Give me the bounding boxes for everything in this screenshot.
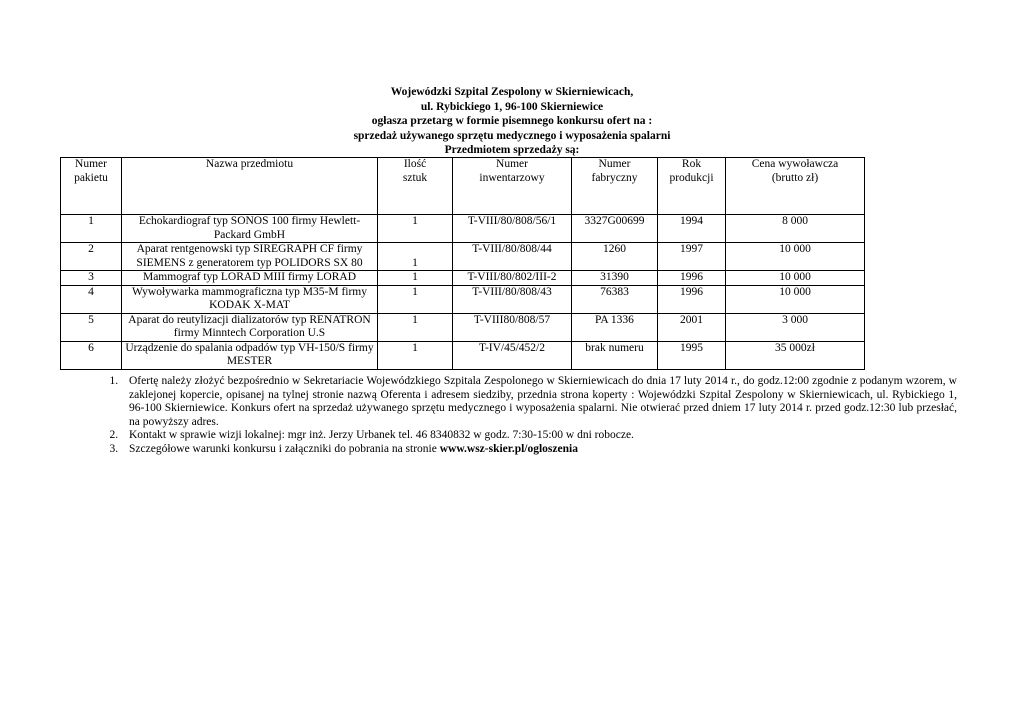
cell-quantity: 1: [378, 243, 453, 271]
cell-quantity: 1: [378, 215, 453, 243]
cell-price: 10 000: [726, 285, 865, 313]
table-row: [61, 243, 865, 271]
note-submission: 1. Ofertę należy złożyć bezpośrednio w Sekretariacie Wojewódzkiego Szpitala Zespolonego w Skierniewicach do dnia 17 luty 2014 r., do godz.12:00 zgodnie z podanym wzorem, w zaklejonej kopercie, opisanej na tylnej stronie nazwą Oferenta i adresem siedziby, przednia strona koperty : Wojewódzki Szpital Zespolony w Skierniewicach, ul. Rybickiego 1, 96-100 Skierniewice. Konkurs ofert na sprzedaż używanego sprzętu medycznego i wyposażenia spalarni. Nie otwierać przed dniem 17 luty 2014 r. przed godz.12:30 lub przesłać, na powyższy adres.: [121, 375, 957, 429]
document-header: [0, 85, 1024, 158]
cell-number: 6: [61, 341, 122, 369]
cell-number: 4: [61, 285, 122, 313]
table-row: [61, 215, 865, 243]
cell-production-year: 1997: [658, 243, 726, 271]
cell-number: 5: [61, 313, 122, 341]
cell-quantity: 1: [378, 341, 453, 369]
cell-serial-number: 76383: [572, 285, 658, 313]
col-header-number: Numer pakietu: [61, 158, 122, 215]
cell-price: 10 000: [726, 271, 865, 286]
cell-inventory-number: T-VIII/80/808/44: [453, 243, 572, 271]
announcements-link[interactable]: www.wsz-skier.pl/ogloszenia: [439, 442, 578, 455]
items-intro: Przedmiotem sprzedaży są:: [444, 144, 580, 156]
cell-inventory-number: T-VIII/80/808/43: [453, 285, 572, 313]
col-header-serial-number: Numer fabryczny: [572, 158, 658, 215]
col-header-name: Nazwa przedmiotu: [122, 158, 378, 215]
cell-name: Echokardiograf typ SONOS 100 firmy Hewlett-Packard GmbH: [122, 215, 378, 243]
table-row: [61, 285, 865, 313]
hospital-name: Wojewódzki Szpital Zespolony w Skierniewicach,: [390, 86, 634, 98]
items-table: [60, 157, 865, 370]
cell-inventory-number: T-VIII/80/802/III-2: [453, 271, 572, 286]
cell-number: 1: [61, 215, 122, 243]
cell-name: Aparat rentgenowski typ SIREGRAPH CF firmy SIEMENS z generatorem typ POLIDORS SX 80: [122, 243, 378, 271]
cell-serial-number: PA 1336: [572, 313, 658, 341]
announcement-line: ogłasza przetarg w formie pisemnego konkursu ofert na :: [371, 115, 653, 127]
cell-serial-number: 1260: [572, 243, 658, 271]
table-row: [61, 271, 865, 286]
notes-list: [101, 375, 957, 456]
cell-quantity: 1: [378, 313, 453, 341]
cell-production-year: 1996: [658, 285, 726, 313]
cell-name: Aparat do reutylizacji dializatorów typ RENATRON firmy Minntech Corporation U.S: [122, 313, 378, 341]
cell-number: 2: [61, 243, 122, 271]
col-header-inventory-number: Numer inwentarzowy: [453, 158, 572, 215]
hospital-address: ul. Rybickiego 1, 96-100 Skierniewice: [420, 100, 604, 113]
col-header-price: Cena wywoławcza (brutto zł): [726, 158, 865, 215]
cell-serial-number: 31390: [572, 271, 658, 286]
cell-name: Urządzenie do spalania odpadów typ VH-150/S firmy MESTER: [122, 341, 378, 369]
cell-inventory-number: T-VIII80/808/57: [453, 313, 572, 341]
col-header-production-year: Rok produkcji: [658, 158, 726, 215]
cell-production-year: 1996: [658, 271, 726, 286]
cell-price: 3 000: [726, 313, 865, 341]
cell-inventory-number: T-IV/45/452/2: [453, 341, 572, 369]
cell-serial-number: brak numeru: [572, 341, 658, 369]
cell-quantity: 1: [378, 271, 453, 286]
cell-number: 3: [61, 271, 122, 286]
cell-serial-number: 3327G00699: [572, 215, 658, 243]
table-row: [61, 313, 865, 341]
table-row: [61, 341, 865, 369]
note-details-text: Szczegółowe warunki konkursu i załączniki do pobrania na stronie: [129, 442, 440, 455]
cell-price: 35 000zł: [726, 341, 865, 369]
col-header-quantity: Ilość sztuk: [378, 158, 453, 215]
cell-inventory-number: T-VIII/80/808/56/1: [453, 215, 572, 243]
announcement-subject: sprzedaż używanego sprzętu medycznego i wyposażenia spalarni: [353, 129, 671, 142]
cell-price: 8 000: [726, 215, 865, 243]
note-details: [121, 443, 957, 457]
cell-name: Wywoływarka mammograficzna typ M35-M firmy KODAK X-MAT: [122, 285, 378, 313]
cell-production-year: 1995: [658, 341, 726, 369]
cell-production-year: 1994: [658, 215, 726, 243]
table-header-row: [61, 158, 865, 215]
cell-price: 10 000: [726, 243, 865, 271]
cell-quantity: 1: [378, 285, 453, 313]
cell-name: Mammograf typ LORAD MIII firmy LORAD: [122, 271, 378, 286]
note-contact: 2. Kontakt w sprawie wizji lokalnej: mgr inż. Jerzy Urbanek tel. 46 8340832 w godz. 7:30-15:00 w dni robocze.: [121, 429, 957, 443]
cell-production-year: 2001: [658, 313, 726, 341]
